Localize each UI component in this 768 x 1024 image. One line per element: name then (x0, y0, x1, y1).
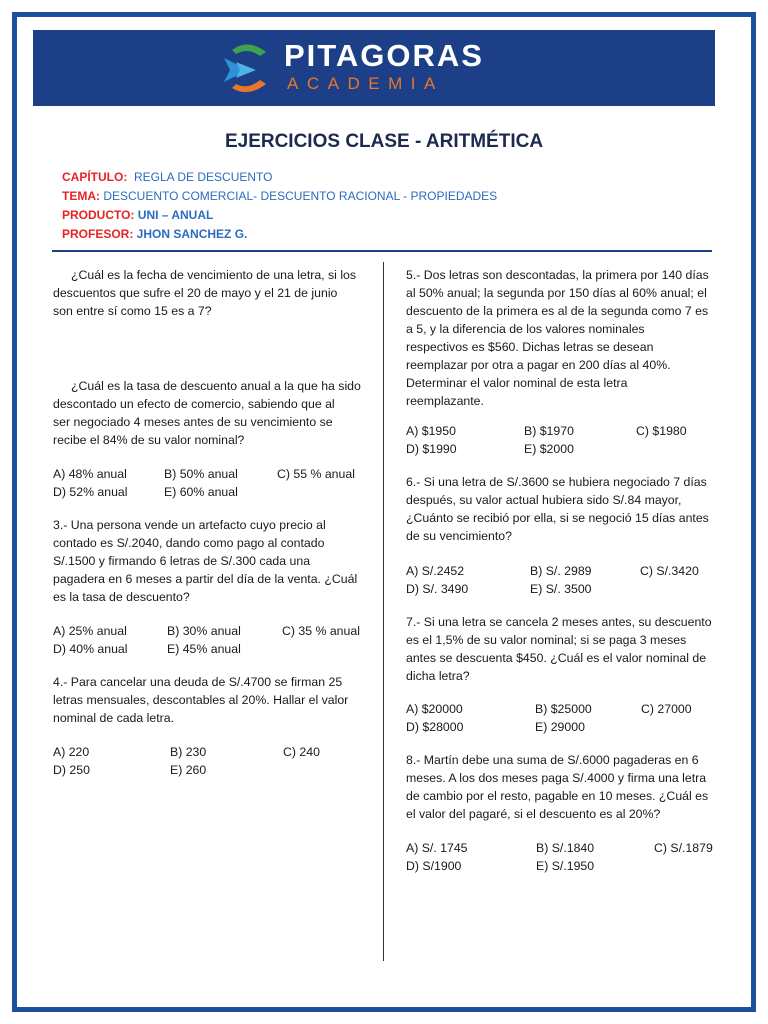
question-6: 6.- Si una letra de S/.3600 se hubiera negociado 7 días después, su valor actual hubiera sido S/.84 mayor, ¿Cuánto se recibió por ella, si se negoció 15 días antes de su vencimiento? (406, 475, 709, 543)
question-7: 7.- Si una letra se cancela 2 meses antes, su descuento es el 1,5% de su valor nominal; si se paga 3 meses antes se descuenta $450. ¿Cuál es el valor nominal de dicha letra? (406, 615, 712, 683)
question-7-options: A) $20000 B) $25000 C) 27000 D) $28000 E) 29000 (406, 702, 692, 734)
question-8-options: A) S/. 1745 B) S/.1840 C) S/.1879 D) S/1900 E) S/.1950 (406, 841, 713, 873)
meta-topic: TEMA: DESCUENTO COMERCIAL- DESCUENTO RACIONAL - PROPIEDADES (62, 189, 498, 203)
brand-subtitle: ACADEMIA (287, 74, 444, 93)
meta-chapter: CAPÍTULO: REGLA DE DESCUENTO (62, 170, 273, 184)
question-3-options: A) 25% anual B) 30% anual C) 35 % anual D) 40% anual E) 45% anual (53, 624, 360, 656)
question-8: 8.- Martín debe una suma de S/.6000 pagaderas en 6 meses. A los dos meses paga S/.4000 y firma una letra de cambio por el resto, pagable en 10 meses. ¿Cuál es el valor del pagaré, si el descuento es al 20%? (406, 753, 709, 821)
meta-product: PRODUCTO: UNI – ANUAL (62, 208, 214, 222)
pitagoras-logo-icon (222, 40, 270, 96)
question-2-options: A) 48% anual B) 50% anual C) 55 % anual D) 52% anual E) 60% anual (53, 467, 355, 499)
question-5: 5.- Dos letras son descontadas, la primera por 140 días al 50% anual; la segunda por 150 días al 60% anual; el descuento de la primera es al de la segunda como 7 es a 5, y la diferencia de los valores nominales respectivos es $560. Dichas letras se desean reemplazar por otra a pagar en 200 días al 40%. Determinar el valor nominal de esta letra reemplazante. (406, 268, 709, 408)
question-3: 3.- Una persona vende un artefacto cuyo precio al contado es S/.2040, dando como pago al contado S/.1500 y firmando 6 letras de S/.300 cada una pagadera en 6 meses a partir del día de la venta. ¿Cuál es la tasa de descuento? (53, 518, 358, 604)
question-2: ¿Cuál es la tasa de descuento anual a la que ha sido descontado un efecto de comercio, sabiendo que al ser negociado 4 meses antes de su vencimiento se recibe el 84% de su valor nominal? (53, 379, 361, 447)
page-title: EJERCICIOS CLASE - ARITMÉTICA (224, 131, 544, 152)
brand-name: PITAGORAS (284, 38, 484, 73)
question-5-options: A) $1950 B) $1970 C) $1980 D) $1990 E) $2000 (406, 424, 687, 456)
column-divider (383, 262, 384, 961)
section-divider (52, 250, 712, 252)
question-6-options: A) S/.2452 B) S/. 2989 C) S/.3420 D) S/. 3490 E) S/. 3500 (406, 564, 699, 596)
question-1: ¿Cuál es la fecha de vencimiento de una letra, si los descuentos que sufre el 20 de mayo y el 21 de junio son entre sí como 15 es a 7? (53, 268, 357, 318)
meta-teacher: PROFESOR: JHON SANCHEZ G. (62, 227, 248, 241)
question-4: 4.- Para cancelar una deuda de S/.4700 se firman 25 letras mensuales, descontables al 20%. Hallar el valor nominal de cada letra. (53, 675, 349, 725)
question-4-options: A) 220 B) 230 C) 240 D) 250 E) 260 (53, 745, 320, 777)
